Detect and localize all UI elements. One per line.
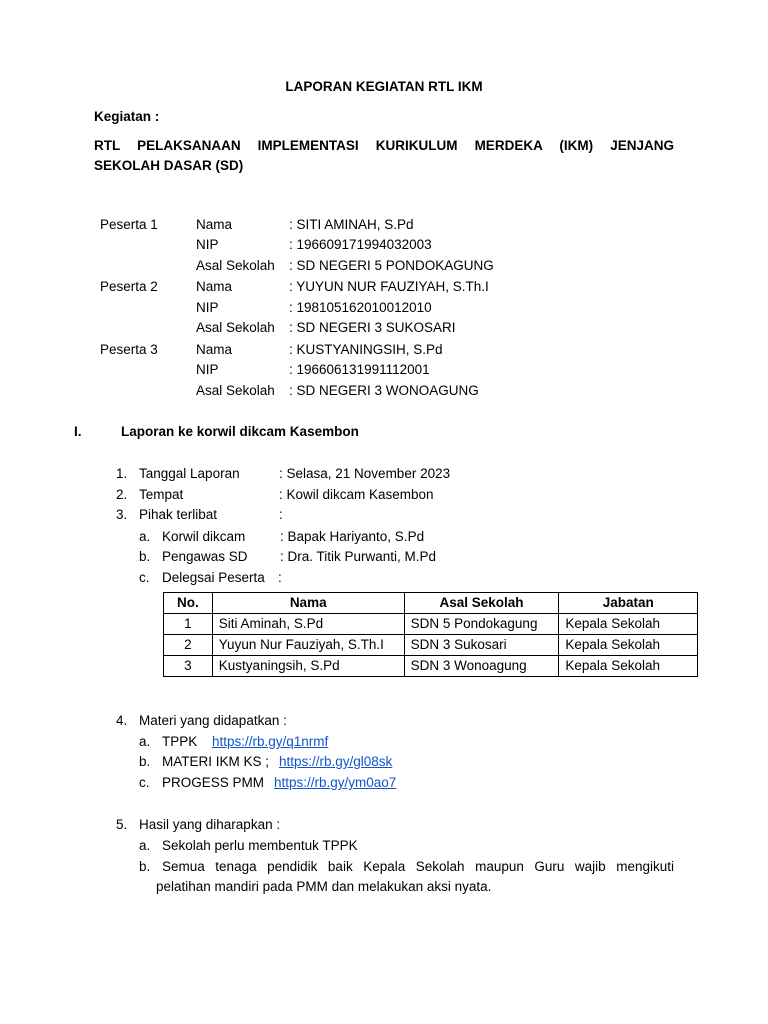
peserta-nip: : 196609171994032003 — [289, 237, 432, 252]
table-cell-jabatan: Kepala Sekolah — [559, 656, 698, 677]
kegiatan-label: Kegiatan : — [94, 109, 160, 124]
materi-item-label: TPPK — [162, 734, 198, 749]
item-label: Korwil dikcam — [162, 529, 246, 544]
field-label: Nama — [196, 279, 233, 294]
field-label: Asal Sekolah — [196, 320, 275, 335]
peserta-asal: : SD NEGERI 3 SUKOSARI — [289, 320, 456, 335]
section-number: I. — [74, 424, 82, 439]
hasil-label: Hasil yang diharapkan : — [139, 817, 281, 832]
list-number: 2. — [116, 487, 128, 502]
item-label: Pihak terlibat — [139, 507, 218, 522]
item-label: Tempat — [139, 487, 184, 502]
section-title: Laporan ke korwil dikcam Kasembon — [121, 424, 359, 439]
table-cell-nama: Kustyaningsih, S.Pd — [212, 656, 404, 677]
peserta-nama: : YUYUN NUR FAUZIYAH, S.Th.I — [289, 279, 489, 294]
list-letter: b. — [139, 859, 151, 874]
table-cell-jabatan: Kepala Sekolah — [559, 635, 698, 656]
item-label: Pengawas SD — [162, 549, 248, 564]
list-letter: a. — [139, 529, 151, 544]
item-value: : Dra. Titik Purwanti, M.Pd — [280, 549, 437, 564]
table-row — [164, 614, 698, 635]
column-header-no: No. — [164, 593, 213, 614]
item-value: : — [279, 507, 283, 522]
progess-pmm-link[interactable]: https://rb.gy/ym0ao7 — [274, 775, 397, 790]
list-letter: c. — [139, 570, 150, 585]
peserta-asal: : SD NEGERI 5 PONDOKAGUNG — [289, 258, 494, 273]
kegiatan-line-2: SEKOLAH DASAR (SD) — [94, 158, 244, 173]
field-label: NIP — [196, 237, 219, 252]
peserta-nip: : 198105162010012010 — [289, 300, 432, 315]
item-value: : — [278, 570, 282, 585]
table-cell-no: 3 — [164, 656, 213, 677]
materi-item-label: MATERI IKM KS ; — [162, 754, 270, 769]
table-cell-asal: SDN 3 Sukosari — [404, 635, 559, 656]
list-letter: a. — [139, 838, 151, 853]
table-cell-no: 1 — [164, 614, 213, 635]
item-value: : Selasa, 21 November 2023 — [279, 466, 451, 481]
list-number: 4. — [116, 713, 128, 728]
table-cell-nama: Yuyun Nur Fauziyah, S.Th.I — [212, 635, 404, 656]
list-letter: c. — [139, 775, 150, 790]
peserta-nama: : KUSTYANINGSIH, S.Pd — [289, 342, 443, 357]
list-letter: a. — [139, 734, 151, 749]
field-label: NIP — [196, 300, 219, 315]
materi-label: Materi yang didapatkan : — [139, 713, 287, 728]
hasil-item-a: Sekolah perlu membentuk TPPK — [162, 838, 358, 853]
hasil-item-b-line-1: Semua tenaga pendidik baik Kepala Sekolah maupun Guru wajib mengikuti — [162, 859, 674, 874]
list-letter: b. — [139, 754, 151, 769]
list-number: 5. — [116, 817, 128, 832]
peserta-label: Peserta 2 — [100, 279, 158, 294]
peserta-nip: : 196606131991112001 — [289, 362, 430, 377]
table-cell-asal: SDN 5 Pondokagung — [404, 614, 559, 635]
column-header-jabatan: Jabatan — [559, 593, 698, 614]
table-cell-no: 2 — [164, 635, 213, 656]
table-row — [164, 656, 698, 677]
list-letter: b. — [139, 549, 151, 564]
field-label: Nama — [196, 217, 233, 232]
item-label: Tanggal Laporan — [139, 466, 240, 481]
peserta-label: Peserta 3 — [100, 342, 158, 357]
tppk-link[interactable]: https://rb.gy/q1nrmf — [212, 734, 329, 749]
hasil-item-b-line-2: pelatihan mandiri pada PMM dan melakukan aksi nyata. — [156, 879, 492, 894]
peserta-nama: : SITI AMINAH, S.Pd — [289, 217, 414, 232]
table-cell-jabatan: Kepala Sekolah — [559, 614, 698, 635]
item-value: : Kowil dikcam Kasembon — [279, 487, 434, 502]
field-label: Asal Sekolah — [196, 383, 275, 398]
materi-item-label: PROGESS PMM — [162, 775, 265, 790]
item-value: : Bapak Hariyanto, S.Pd — [280, 529, 425, 544]
column-header-asal-sekolah: Asal Sekolah — [404, 593, 559, 614]
table-cell-asal: SDN 3 Wonoagung — [404, 656, 559, 677]
peserta-asal: : SD NEGERI 3 WONOAGUNG — [289, 383, 479, 398]
peserta-label: Peserta 1 — [100, 217, 158, 232]
kegiatan-line-1: RTL PELAKSANAAN IMPLEMENTASI KURIKULUM MERDEKA (IKM) JENJANG — [94, 138, 674, 153]
table-header-row — [164, 593, 698, 614]
list-number: 3. — [116, 507, 128, 522]
field-label: Nama — [196, 342, 233, 357]
column-header-nama: Nama — [212, 593, 404, 614]
list-number: 1. — [116, 466, 128, 481]
page-title: LAPORAN KEGIATAN RTL IKM — [285, 79, 483, 94]
field-label: Asal Sekolah — [196, 258, 275, 273]
item-label: Delegsai Peserta — [162, 570, 265, 585]
delegation-table — [163, 592, 698, 677]
table-row — [164, 635, 698, 656]
field-label: NIP — [196, 362, 219, 377]
materi-ikm-link[interactable]: https://rb.gy/gl08sk — [279, 754, 393, 769]
table-cell-nama: Siti Aminah, S.Pd — [212, 614, 404, 635]
